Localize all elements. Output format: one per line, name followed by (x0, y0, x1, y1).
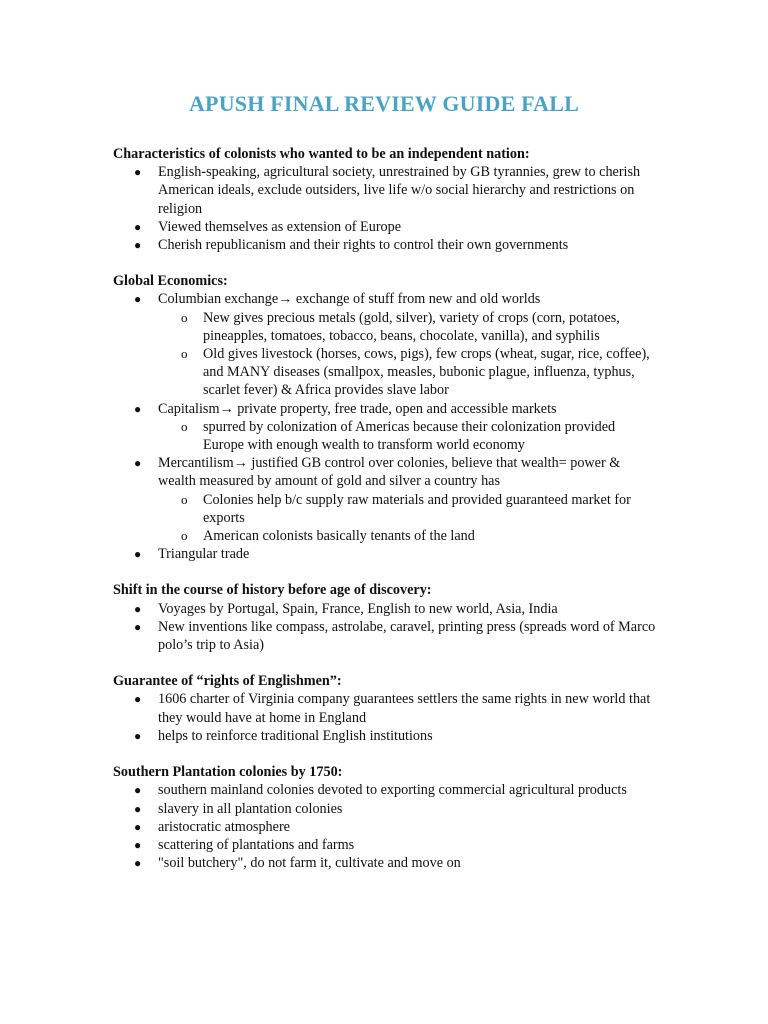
list-item-text: Viewed themselves as extension of Europe (158, 218, 402, 235)
hollow-circle-bullet-icon: o (181, 309, 188, 325)
review-section (113, 763, 658, 872)
list-item-text: scattering of plantations and farms (158, 836, 355, 853)
list-item-text: aristocratic atmosphere (158, 818, 290, 835)
bullet-icon: ● (134, 219, 142, 234)
bullet-list (113, 600, 658, 655)
list-item (134, 618, 658, 654)
sub-list-item (181, 418, 658, 454)
hollow-circle-bullet-icon: o (181, 346, 188, 362)
list-item-text: southern mainland colonies devoted to exporting commercial agricultural products (158, 782, 627, 799)
list-item-text: slavery in all plantation colonies (158, 800, 343, 817)
bullet-list (113, 290, 658, 563)
sub-list-item (181, 309, 658, 345)
list-item (134, 600, 658, 618)
sub-bullet-list (158, 418, 658, 454)
list-item (134, 727, 658, 745)
list-item (134, 690, 658, 726)
bullet-icon: ● (134, 728, 142, 743)
list-item (134, 163, 658, 218)
list-item-text: 1606 charter of Virginia company guarantees settlers the same rights in new world that they would have at home in England (158, 691, 651, 726)
hollow-circle-bullet-icon: o (181, 418, 188, 434)
sub-list-item (181, 527, 658, 545)
bullet-icon: ● (134, 783, 142, 798)
section-heading: Characteristics of colonists who wanted to be an independent nation: (113, 146, 530, 162)
bullet-icon: ● (134, 547, 142, 562)
sub-list-item-text: Colonies help b/c supply raw materials and provided guaranteed market for exports (203, 491, 631, 526)
list-item (134, 854, 658, 872)
bullet-icon: ● (134, 401, 142, 416)
list-item (134, 818, 658, 836)
document-body (113, 145, 658, 890)
sub-bullet-list (158, 491, 658, 546)
section-heading: Guarantee of “rights of Englishmen”: (113, 673, 342, 690)
bullet-icon: ● (134, 856, 142, 871)
bullet-list (113, 781, 658, 872)
list-item-text: Triangular trade (158, 546, 250, 563)
sub-list-item-text: Old gives livestock (horses, cows, pigs), few crops (wheat, sugar, rice, coffee), and MANY diseases (smallpox, measles, bubonic plague, influenza, typhus, scarlet fever) & Africa provides slave labor (203, 346, 650, 399)
bullet-icon: ● (134, 619, 142, 634)
list-item-text: Columbian exchange→ exchange of stuff from new and old worlds (158, 291, 541, 308)
bullet-icon: ● (134, 292, 142, 307)
list-item-text: English-speaking, agricultural society, unrestrained by GB tyrannies, grew to cherish American ideals, exclude outsiders, live life w/o social hierarchy and restrictions on religion (158, 164, 641, 217)
list-item (134, 781, 658, 799)
section-heading: Shift in the course of history before age of discovery: (113, 582, 432, 599)
list-item-text: New inventions like compass, astrolabe, caravel, printing press (spreads word of Marco polo’s trip to Asia) (158, 618, 656, 654)
bullet-icon: ● (134, 456, 142, 471)
review-section (113, 672, 658, 745)
bullet-icon: ● (134, 692, 142, 707)
hollow-circle-bullet-icon: o (181, 528, 188, 544)
bullet-icon: ● (134, 801, 142, 816)
list-item (134, 218, 658, 236)
list-item (134, 400, 658, 455)
list-item-text: Capitalism→ private property, free trade, open and accessible markets (158, 400, 557, 417)
list-item (134, 290, 658, 399)
sub-list-item (181, 345, 658, 400)
list-item-text: Cherish republicanism and their rights to control their own governments (158, 237, 569, 254)
sub-list-item-text: New gives precious metals (gold, silver), variety of crops (corn, potatoes, pineapples, tomatoes, tobacco, beans, chocolate, vanilla), and syphilis (203, 309, 620, 344)
review-section (113, 272, 658, 563)
list-item (134, 454, 658, 545)
bullet-icon: ● (134, 837, 142, 852)
bullet-icon: ● (134, 601, 142, 616)
bullet-list (113, 690, 658, 745)
section-heading: Global Economics: (113, 273, 228, 290)
sub-list-item (181, 491, 658, 527)
bullet-list (113, 163, 658, 254)
document-title: APUSH FINAL REVIEW GUIDE FALL (188, 91, 580, 116)
review-section (113, 145, 658, 254)
sub-list-item-text: spurred by colonization of Americas because their colonization provided Europe with enough wealth to transform world economy (203, 418, 616, 454)
list-item-text: helps to reinforce traditional English institutions (158, 727, 433, 744)
sub-list-item-text: American colonists basically tenants of the land (203, 528, 475, 545)
bullet-icon: ● (134, 165, 142, 180)
list-item (134, 236, 658, 254)
hollow-circle-bullet-icon: o (181, 491, 188, 507)
list-item (134, 800, 658, 818)
review-section (113, 581, 658, 654)
bullet-icon: ● (134, 819, 142, 834)
list-item (134, 545, 658, 563)
section-heading: Southern Plantation colonies by 1750: (113, 764, 343, 781)
list-item-text: "soil butchery", do not farm it, cultivate and move on (158, 855, 461, 872)
list-item-text: Mercantilism→ justified GB control over colonies, believe that wealth= power & wealth measured by amount of gold and silver a country has (158, 455, 621, 490)
bullet-icon: ● (134, 238, 142, 253)
sub-bullet-list (158, 309, 658, 400)
list-item-text: Voyages by Portugal, Spain, France, English to new world, Asia, India (158, 600, 558, 617)
list-item (134, 836, 658, 854)
